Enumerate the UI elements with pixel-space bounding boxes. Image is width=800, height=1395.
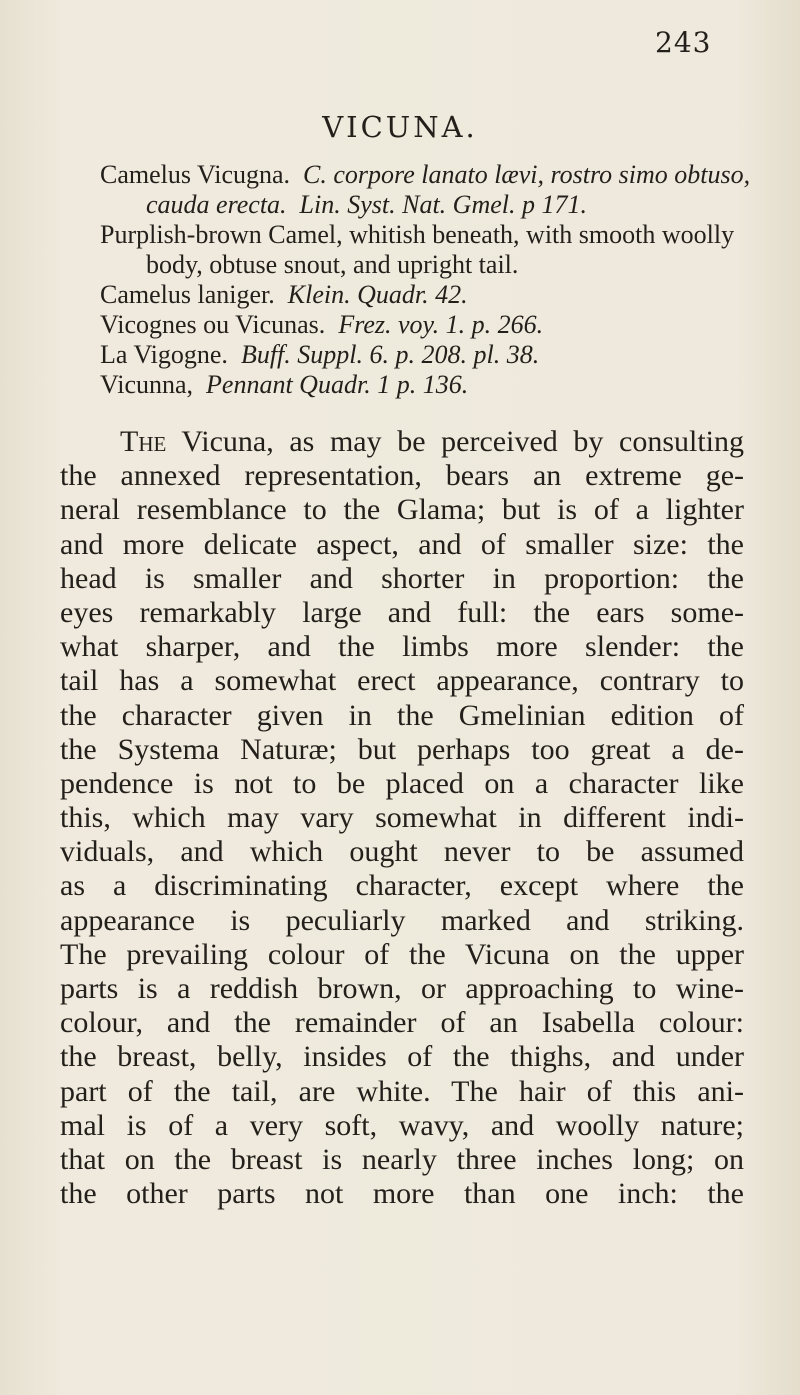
name-text: Vicunna, [100, 370, 194, 399]
citation-text: Pennant Quadr. 1 p. 136. [193, 370, 469, 399]
body-line-text: part of the tail, are white. The hair of this ani- [60, 1074, 744, 1108]
name-text: Purplish-brown Camel, whitish beneath, with smooth woolly [100, 220, 735, 249]
body-line [60, 425, 744, 459]
body-line-text: the Systema Naturæ; but perhaps too great a de- [60, 732, 744, 766]
body-line [60, 1006, 744, 1040]
body-line [60, 459, 744, 493]
synonymy-line [100, 370, 740, 400]
body-line-text: the other parts not more than one inch: the [60, 1177, 744, 1211]
page-number: 243 [655, 26, 712, 59]
body-line [60, 699, 744, 733]
body-line [60, 1040, 744, 1074]
synonymy-line [100, 220, 740, 250]
citation-text: Lin. Syst. Nat. Gmel. p 171. [286, 190, 587, 219]
body-line [60, 733, 744, 767]
citation-text: Frez. voy. 1. p. 266. [325, 310, 544, 339]
body-line-text: tail has a somewhat erect appearance, contrary to [60, 664, 744, 698]
body-line [60, 493, 744, 527]
synonymy-line [100, 310, 740, 340]
body-line [60, 664, 744, 698]
body-line-text: mal is of a very soft, wavy, and woolly nature; [60, 1108, 744, 1142]
body-line [60, 835, 744, 869]
body-line [60, 1109, 744, 1143]
body-line [60, 630, 744, 664]
synonymy-line [100, 190, 740, 220]
body-line [60, 1143, 744, 1177]
body-line [60, 801, 744, 835]
body-line-text: neral resemblance to the Glama; but is of a lighter [60, 493, 744, 527]
body-line-text: what sharper, and the limbs more slender: the [60, 630, 744, 664]
body-line-text: as a discriminating character, except where the [60, 869, 744, 903]
lead-word: The [120, 425, 167, 458]
citation-text: Buff. Suppl. 6. p. 208. pl. 38. [227, 340, 540, 369]
citation-text: cauda erecta. [146, 190, 287, 219]
body-line [60, 596, 744, 630]
body-line-text: colour, and the remainder of an Isabella colour: [60, 1006, 744, 1040]
synonymy-line [100, 250, 740, 280]
name-text: body, obtuse snout, and upright tail. [146, 250, 519, 279]
synonymy-line [100, 160, 751, 190]
body-line-text: appearance is peculiarly marked and striking. [60, 903, 744, 937]
body-line-text: eyes remarkably large and full: the ears some- [60, 595, 744, 629]
name-text: Camelus laniger. [100, 280, 275, 309]
running-head: VICUNA. [322, 110, 478, 144]
body-line [60, 972, 744, 1006]
name-text: Vicognes ou Vicunas. [100, 310, 326, 339]
body-line [60, 904, 744, 938]
body-line-text: viduals, and which ought never to be assumed [60, 835, 744, 869]
body-line-text: Vicuna, as may be perceived by consulting [166, 425, 744, 458]
body-text [60, 425, 744, 1211]
body-line-text: this, which may vary somewhat in different indi- [60, 801, 744, 835]
body-line [60, 1075, 744, 1109]
body-line-text: parts is a reddish brown, or approaching to wine- [60, 972, 744, 1005]
body-line [60, 1177, 744, 1211]
body-line [60, 528, 744, 562]
body-line-text: the breast, belly, insides of the thighs, and under [60, 1040, 744, 1074]
body-line [60, 767, 744, 801]
body-line-text: that on the breast is nearly three inches long; on [60, 1142, 744, 1176]
body-line [60, 869, 744, 903]
name-text: La Vigogne. [100, 340, 228, 369]
body-line [60, 938, 744, 972]
name-text: Camelus Vicugna. [100, 160, 291, 189]
body-line-text: the character given in the Gmelinian edition of [60, 698, 744, 732]
citation-text: C. corpore lanato lævi, rostro simo obtuso, [290, 160, 751, 189]
citation-text: Klein. Quadr. 42. [274, 280, 468, 309]
synonymy-block [100, 160, 751, 400]
body-line-text: The prevailing colour of the Vicuna on the upper [60, 937, 744, 971]
body-line-text: head is smaller and shorter in proportion: the [60, 561, 744, 595]
synonymy-line [100, 280, 740, 310]
body-line [60, 562, 744, 596]
body-line-text: the annexed representation, bears an extreme ge- [60, 459, 744, 493]
synonymy-line [100, 340, 740, 370]
body-line-text: and more delicate aspect, and of smaller size: the [60, 527, 744, 561]
body-line-text: pendence is not to be placed on a character like [60, 766, 744, 800]
